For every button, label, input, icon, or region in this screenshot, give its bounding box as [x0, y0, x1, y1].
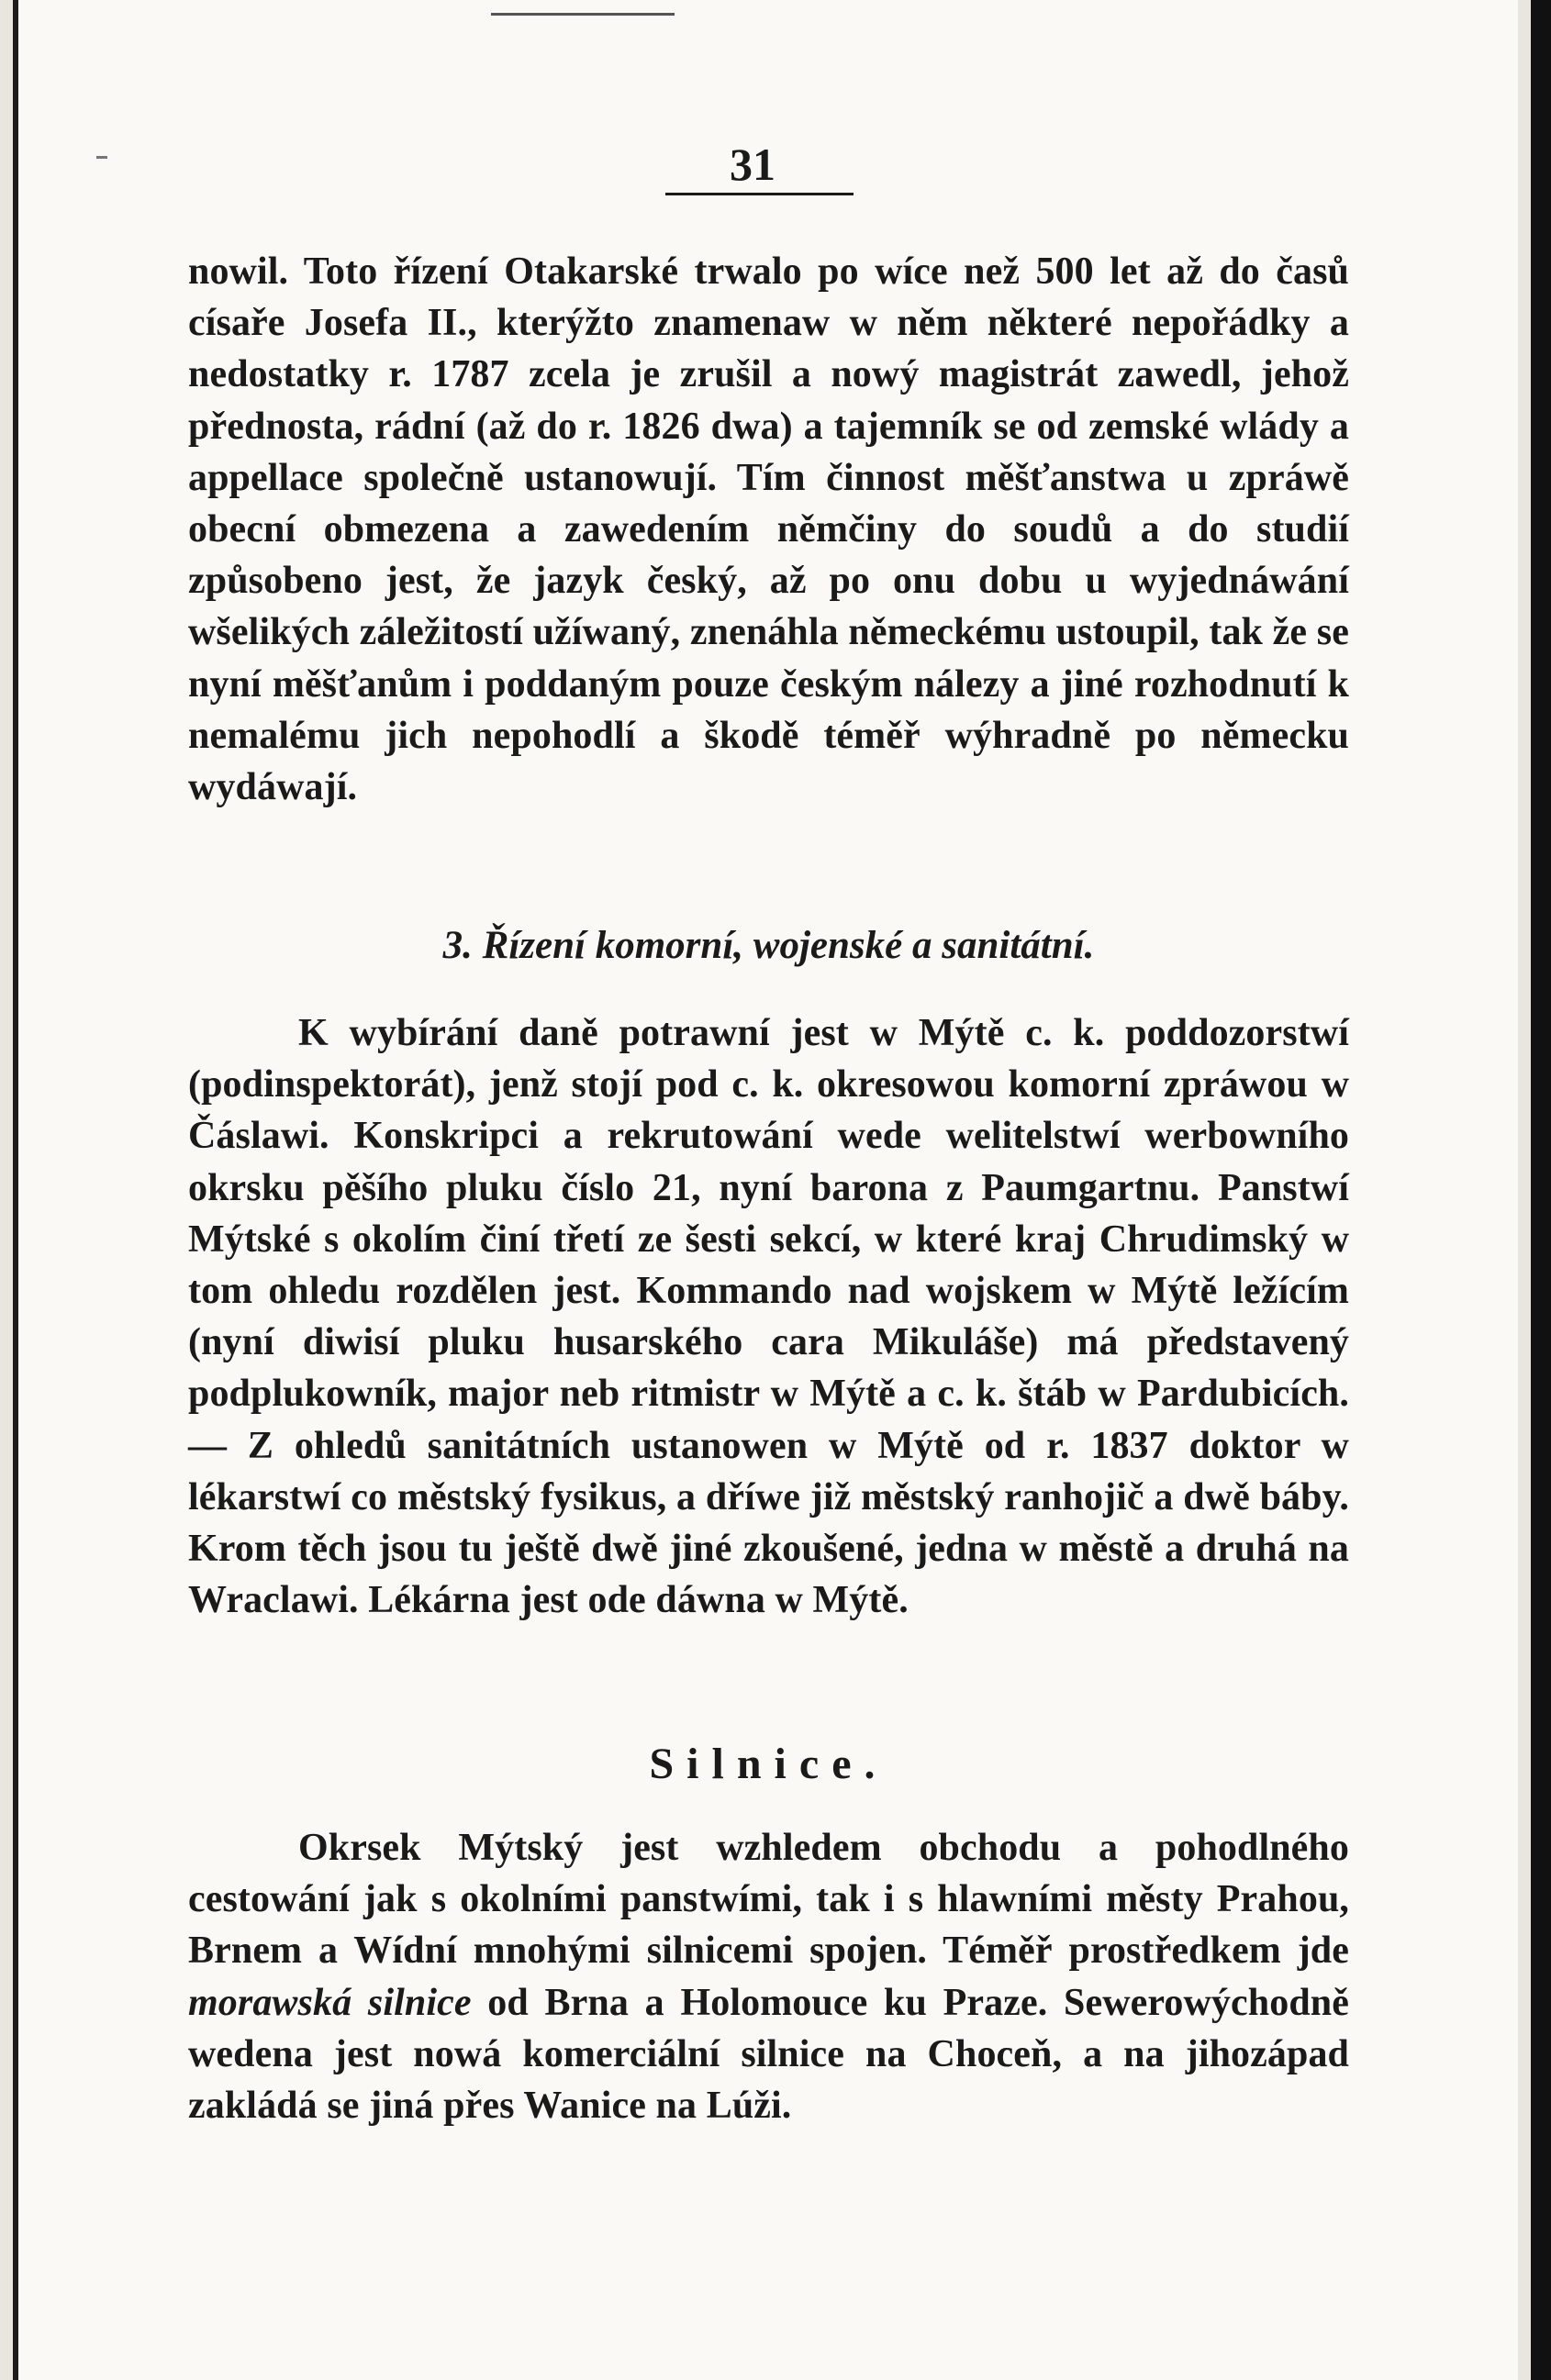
roads-text-start: Okrsek Mýtský jest wzhledem obchodu a pohodlného cestowání jak s okolními panstwími, tak i s hlawními městy Prahou, Brnem a Wídní mnohými silnicemi spojen. Téměř prostředkem jde — [188, 1827, 1349, 1973]
paragraph-roads — [188, 1822, 1349, 2131]
book-page — [13, 0, 1518, 2380]
scan-edge — [1531, 0, 1551, 2380]
roads-emphasis: morawská silnice — [188, 1981, 472, 2024]
section-heading-roads: Silnice. — [649, 1740, 888, 1788]
paragraph-administration: K wybírání daně potrawní jest w Mýtě c. k. poddozorstwí (podinspektorát), jenž stojí pod c. k. okresowou komorní zpráwou w Čáslawi. Konskripci a rekrutowání wede welitelstwí werbowního okrsku pěšího pluku číslo 21, nyní barona z Paumgartnu. Panstwí Mýtské s okolím činí třetí ze šesti sekcí, w které kraj Chrudimský w tom ohledu rozdělen jest. Kommando nad wojskem w Mýtě ležícím (nyní diwisí pluku husarského cara Mikuláše) má představený podplukowník, major neb ritmistr w Mýtě a c. k. štáb w Pardubicích. — Z ohledů sanitátních ustanowen w Mýtě od r. 1837 doktor w lékarstwí co městský fysikus, a dříwe již městský ranhojič a dwě báby. Krom těch jsou tu ještě dwě jiné zkoušené, jedna w městě a druhá na Wraclawi. Lékárna jest ode dáwna w Mýtě. — [188, 1012, 1349, 1622]
paragraph-continuation: nowil. Toto řízení Otakarské trwalo po wíce než 500 let až do časů císaře Josefa II., kterýžto znamenaw w něm některé nepořádky a nedostatky r. 1787 zcela je zrušil a nowý magistrát zawedl, jehož přednosta, rádní (až do r. 1826 dwa) a tajemník se od zemské wlády a appellace společně ustanowují. Tím činnost měšťanstwa u zpráwě obecní obmezena a zawedením němčiny do soudů a do studií způsobeno jest, že jazyk český, až po onu dobu u wyjednáwání wšelikých záležitostí užíwaný, znenáhla německému ustoupil, tak že se nyní měšťanům i poddaným pouze českým nálezy a jiné rozhodnutí k nemalému jich nepohodlí a škodě téměř wýhradně po německu wydáwají. — [188, 250, 1349, 809]
top-edge-rule — [491, 13, 675, 16]
margin-mark — [96, 156, 107, 159]
roads-text-end: od Brna a Holomouce ku Praze. Sewerowýchodně wedena jest nowá komerciální silnice na Choceň, a na jihozápad zakládá se jiná přes Wanice na Lúži. — [188, 1981, 1349, 2128]
section-heading-administration: 3. Řízení komorní, wojenské a sanitátní. — [442, 924, 1095, 967]
page-number-underline — [665, 193, 854, 195]
page-number: 31 — [730, 139, 776, 190]
